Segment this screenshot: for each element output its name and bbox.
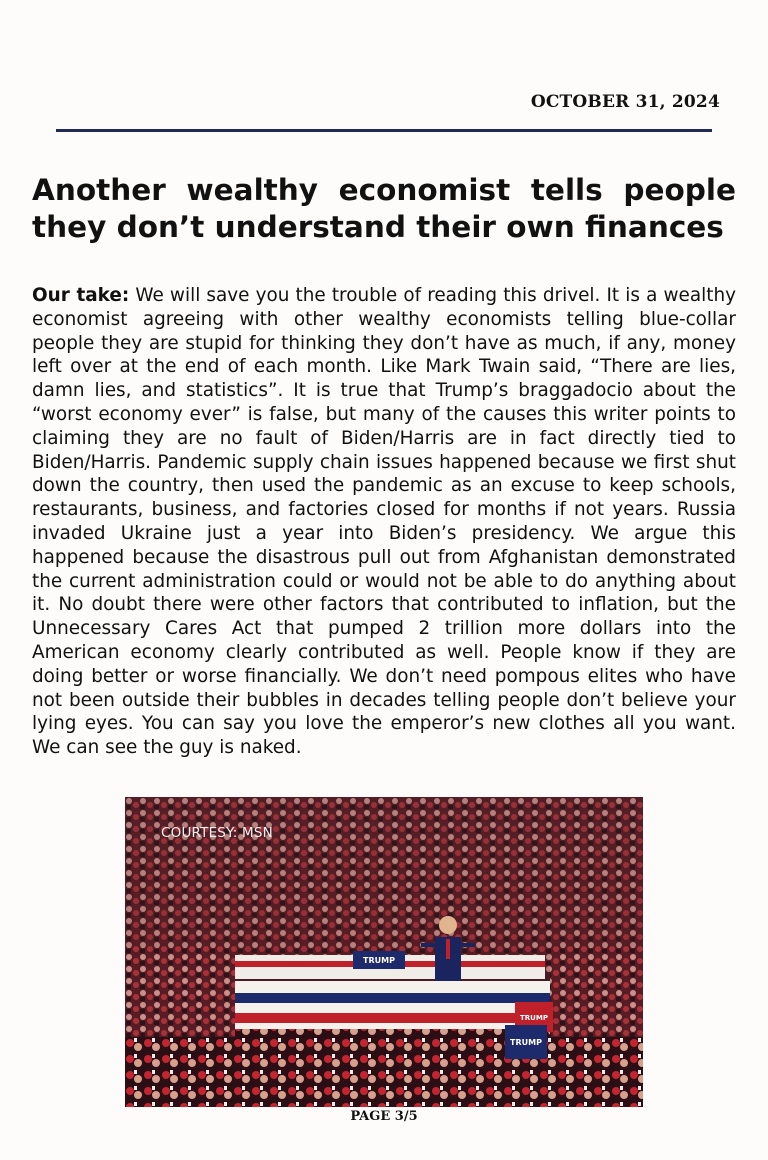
- lead-label: Our take:: [32, 285, 130, 306]
- article-headline: Another wealthy economist tells people they don’t understand their own finances: [32, 173, 736, 244]
- rally-photo: [125, 797, 643, 1107]
- body-text: We will save you the trouble of reading this drivel. It is a wealthy economist agreeing with other wealthy economists telling blue-collar people they are stupid for thinking they don’t have as much, if any, money left over at the end of each month. Like Mark Twain said, “There are lies, damn lies, and statistics”. It is true that Trump’s braggadocio about the “worst economy ever” is false, but many of the causes this writer points to claiming they are no fault of Biden/Harris are in fact directly tied to Biden/Harris. Pandemic supply chain issues happened because we first shut down the country, then used the pandemic as an excuse to keep schools, restaurants, business, and factories closed for months if not years. Russia invaded Ukraine just a year into Biden’s presidency. We argue this happened because the disastrous pull out from Afghanistan demonstrated the current administration could or would not be able to do anything about it. No doubt there were other factors that contributed to inflation, but the Unnecessary Cares Act that pumped 2 trillion more dollars into the American economy clearly contributed as well. People know if they are doing better or worse financially. We don’t need pompous elites who have not been outside their bubbles in decades telling people don’t believe your lying eyes. You can say you love the emperor’s new clothes all you want. We can see the guy is naked.: [32, 285, 736, 759]
- article-body: [32, 284, 736, 760]
- photo-credit: COURTESY: MSN: [161, 825, 273, 841]
- page-number: PAGE 3/5: [350, 1109, 418, 1124]
- podium-sign: TRUMP: [363, 956, 395, 965]
- header-divider: [56, 129, 712, 132]
- issue-date: OCTOBER 31, 2024: [530, 92, 720, 112]
- crowd-sign-2: TRUMP: [510, 1038, 542, 1047]
- crowd-sign-1: TRUMP: [520, 1014, 548, 1022]
- rally-illustration: [125, 797, 643, 1107]
